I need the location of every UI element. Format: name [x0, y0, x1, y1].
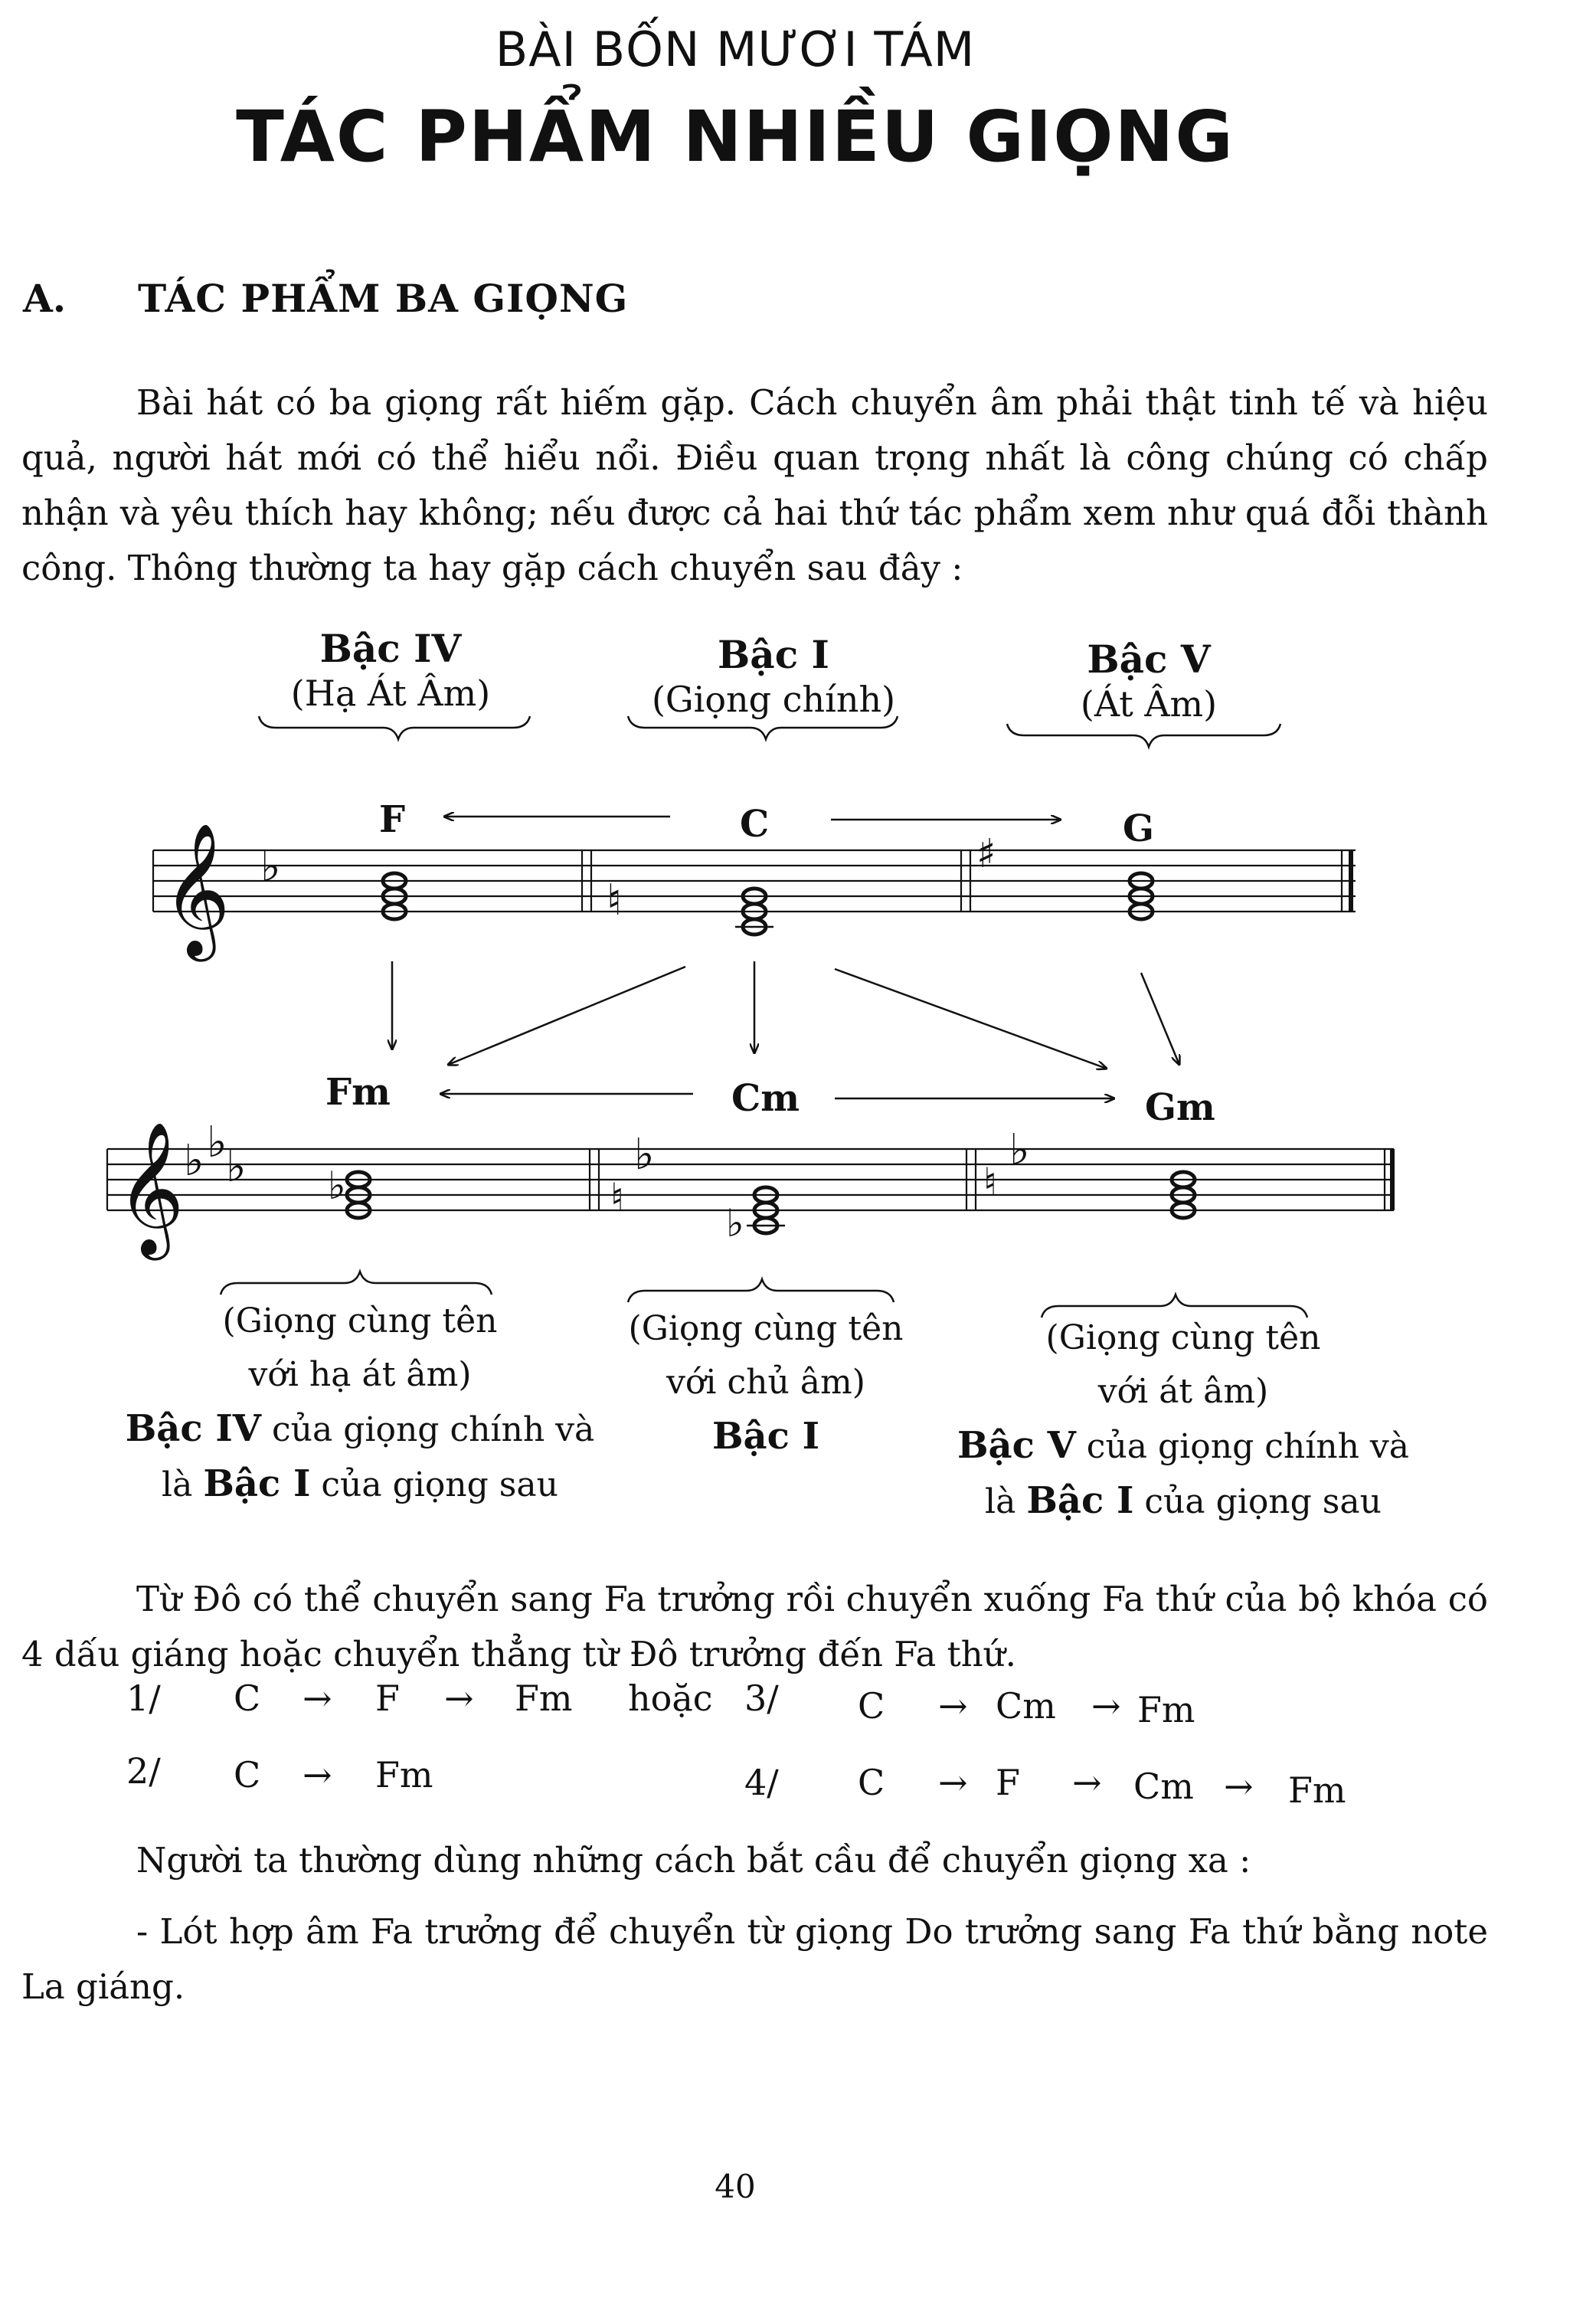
- brace-top-i: [628, 716, 898, 739]
- chord-name-minor: Gm: [1145, 1086, 1215, 1129]
- arrow-icon: →: [303, 1754, 332, 1796]
- bottom-label-v: [930, 1311, 1436, 1529]
- progression-step: Fm: [515, 1678, 573, 1719]
- page-number: 40: [715, 2168, 756, 2205]
- degree-bold: Bậc V: [957, 1424, 1076, 1467]
- progression-1-num: 1/: [126, 1678, 161, 1719]
- flat-icon: ♭: [207, 1118, 227, 1167]
- degree-bold: Bậc I: [203, 1462, 311, 1505]
- natural-icon: ♮: [607, 876, 623, 925]
- flat-icon: ♭: [328, 1164, 346, 1208]
- progression-step: C: [858, 1685, 885, 1727]
- brace-bottom-i: [628, 1279, 894, 1302]
- flat-icon: ♭: [226, 1142, 247, 1192]
- progression-4-num: 4/: [744, 1762, 779, 1803]
- progression-step: Fm: [1288, 1769, 1346, 1811]
- staff-minor: [107, 1149, 1394, 1210]
- progression-step: F: [996, 1762, 1020, 1803]
- degree-label: Bậc I: [718, 632, 829, 677]
- label-line: [100, 1457, 620, 1512]
- arrow-g-to-gm: [1141, 973, 1179, 1065]
- arrow-icon: →: [938, 1762, 968, 1803]
- progression-step: C: [234, 1678, 261, 1719]
- arrow-icon: →: [1224, 1766, 1254, 1807]
- label-text: của giọng chính và: [261, 1410, 595, 1449]
- degree-sublabel: (Át Âm): [1080, 683, 1218, 725]
- bottom-label-i: [613, 1302, 919, 1463]
- body-paragraph-2: Từ Đô có thể chuyển sang Fa trưởng rồi chuyển xuống Fa thứ của bộ khóa có 4 dấu giáng hoặc chuyển thẳng từ Đô trưởng đến Fa thứ.: [21, 1579, 1488, 1674]
- chord-name-major: G: [1123, 807, 1154, 850]
- progression-step: Fm: [375, 1754, 433, 1796]
- degree-sublabel: (Hạ Át Âm): [290, 673, 491, 714]
- chord-name-minor: Fm: [325, 1071, 391, 1114]
- progression-step: Cm: [1133, 1766, 1194, 1807]
- treble-clef-icon: 𝄞: [162, 823, 231, 956]
- section-letter: A.: [23, 276, 67, 321]
- degree-bold: Bậc I: [1026, 1479, 1134, 1522]
- arrow-icon: →: [1091, 1685, 1121, 1727]
- degree-label: Bậc IV: [319, 626, 462, 671]
- progression-step: F: [375, 1678, 400, 1719]
- label-text: là: [162, 1465, 204, 1504]
- label-line: (Giọng cùng tên: [222, 1301, 498, 1340]
- degree-sublabel: (Giọng chính): [651, 679, 896, 720]
- label-line: (Giọng cùng tên: [1045, 1318, 1321, 1357]
- flat-icon: ♭: [184, 1136, 204, 1186]
- body-paragraph-4: - Lót hợp âm Fa trưởng để chuyển từ giọng Do trưởng sang Fa thứ bằng note La giáng.: [21, 1911, 1488, 2007]
- brace-top-iv: [259, 716, 530, 739]
- body-paragraph-3: Người ta thường dùng những cách bắt cầu để chuyển giọng xa :: [136, 1840, 1251, 1881]
- label-line: với át âm): [1097, 1372, 1269, 1411]
- degree-bold: Bậc IV: [125, 1407, 262, 1450]
- arrow-icon: →: [303, 1678, 332, 1719]
- label-line: [100, 1402, 620, 1457]
- label-line: [930, 1474, 1436, 1529]
- label-line: [930, 1419, 1436, 1474]
- brace-bottom-iv: [221, 1272, 492, 1295]
- degree-label: Bậc V: [1087, 637, 1211, 682]
- label-line: với hạ át âm): [248, 1355, 472, 1394]
- chord-name-minor: Cm: [731, 1077, 800, 1120]
- arrow-icon: →: [938, 1685, 968, 1727]
- lesson-number: BÀI BỐN MƯƠI TÁM: [495, 21, 976, 77]
- natural-icon: ♮: [983, 1160, 997, 1204]
- bottom-label-iv: [100, 1295, 620, 1512]
- progression-step: Cm: [996, 1685, 1056, 1727]
- chord-name-major: C: [740, 803, 770, 846]
- arrow-c-to-fm: [448, 967, 685, 1065]
- sharp-icon: ♯: [976, 831, 996, 877]
- flat-icon: ♭: [726, 1201, 744, 1246]
- treble-clef-icon: 𝄞: [116, 1121, 185, 1255]
- chord-name-major: F: [379, 798, 406, 841]
- flat-icon: ♭: [1009, 1125, 1030, 1175]
- label-text: của giọng sau: [310, 1465, 558, 1504]
- degree-bold: Bậc I: [711, 1415, 820, 1458]
- arrow-icon: →: [1072, 1762, 1102, 1803]
- progression-step: C: [234, 1754, 261, 1796]
- progression-3-num: 3/: [744, 1678, 779, 1719]
- label-text: là: [985, 1482, 1027, 1521]
- connector-text: hoặc: [628, 1678, 713, 1719]
- progression-step: C: [858, 1762, 885, 1803]
- progression-2-num: 2/: [126, 1750, 161, 1792]
- brace-top-v: [1007, 724, 1280, 747]
- progression-step: Fm: [1137, 1689, 1195, 1730]
- section-title: TÁC PHẨM BA GIỌNG: [138, 276, 629, 321]
- flat-icon: ♭: [634, 1130, 655, 1180]
- label-text: của giọng chính và: [1075, 1427, 1410, 1466]
- arrow-icon: →: [444, 1678, 474, 1719]
- natural-icon: ♮: [610, 1175, 624, 1219]
- label-line: (Giọng cùng tên: [628, 1309, 904, 1348]
- label-line: với chủ âm): [666, 1363, 865, 1402]
- label-text: của giọng sau: [1133, 1482, 1382, 1521]
- page-title: TÁC PHẨM NHIỀU GIỌNG: [236, 96, 1235, 178]
- flat-icon: ♭: [260, 842, 281, 892]
- arrow-c-to-gm: [835, 969, 1107, 1069]
- intro-paragraph: Bài hát có ba giọng rất hiếm gặp. Cách chuyển âm phải thật tinh tế và hiệu quả, người hát mới có thể hiểu nổi. Điều quan trọng nhất là công chúng có chấp nhận và yêu thích hay không; nếu được cả hai thứ tác phẩm xem như quá đỗi thành công. Thông thường ta hay gặp cách chuyển sau đây :: [21, 382, 1488, 588]
